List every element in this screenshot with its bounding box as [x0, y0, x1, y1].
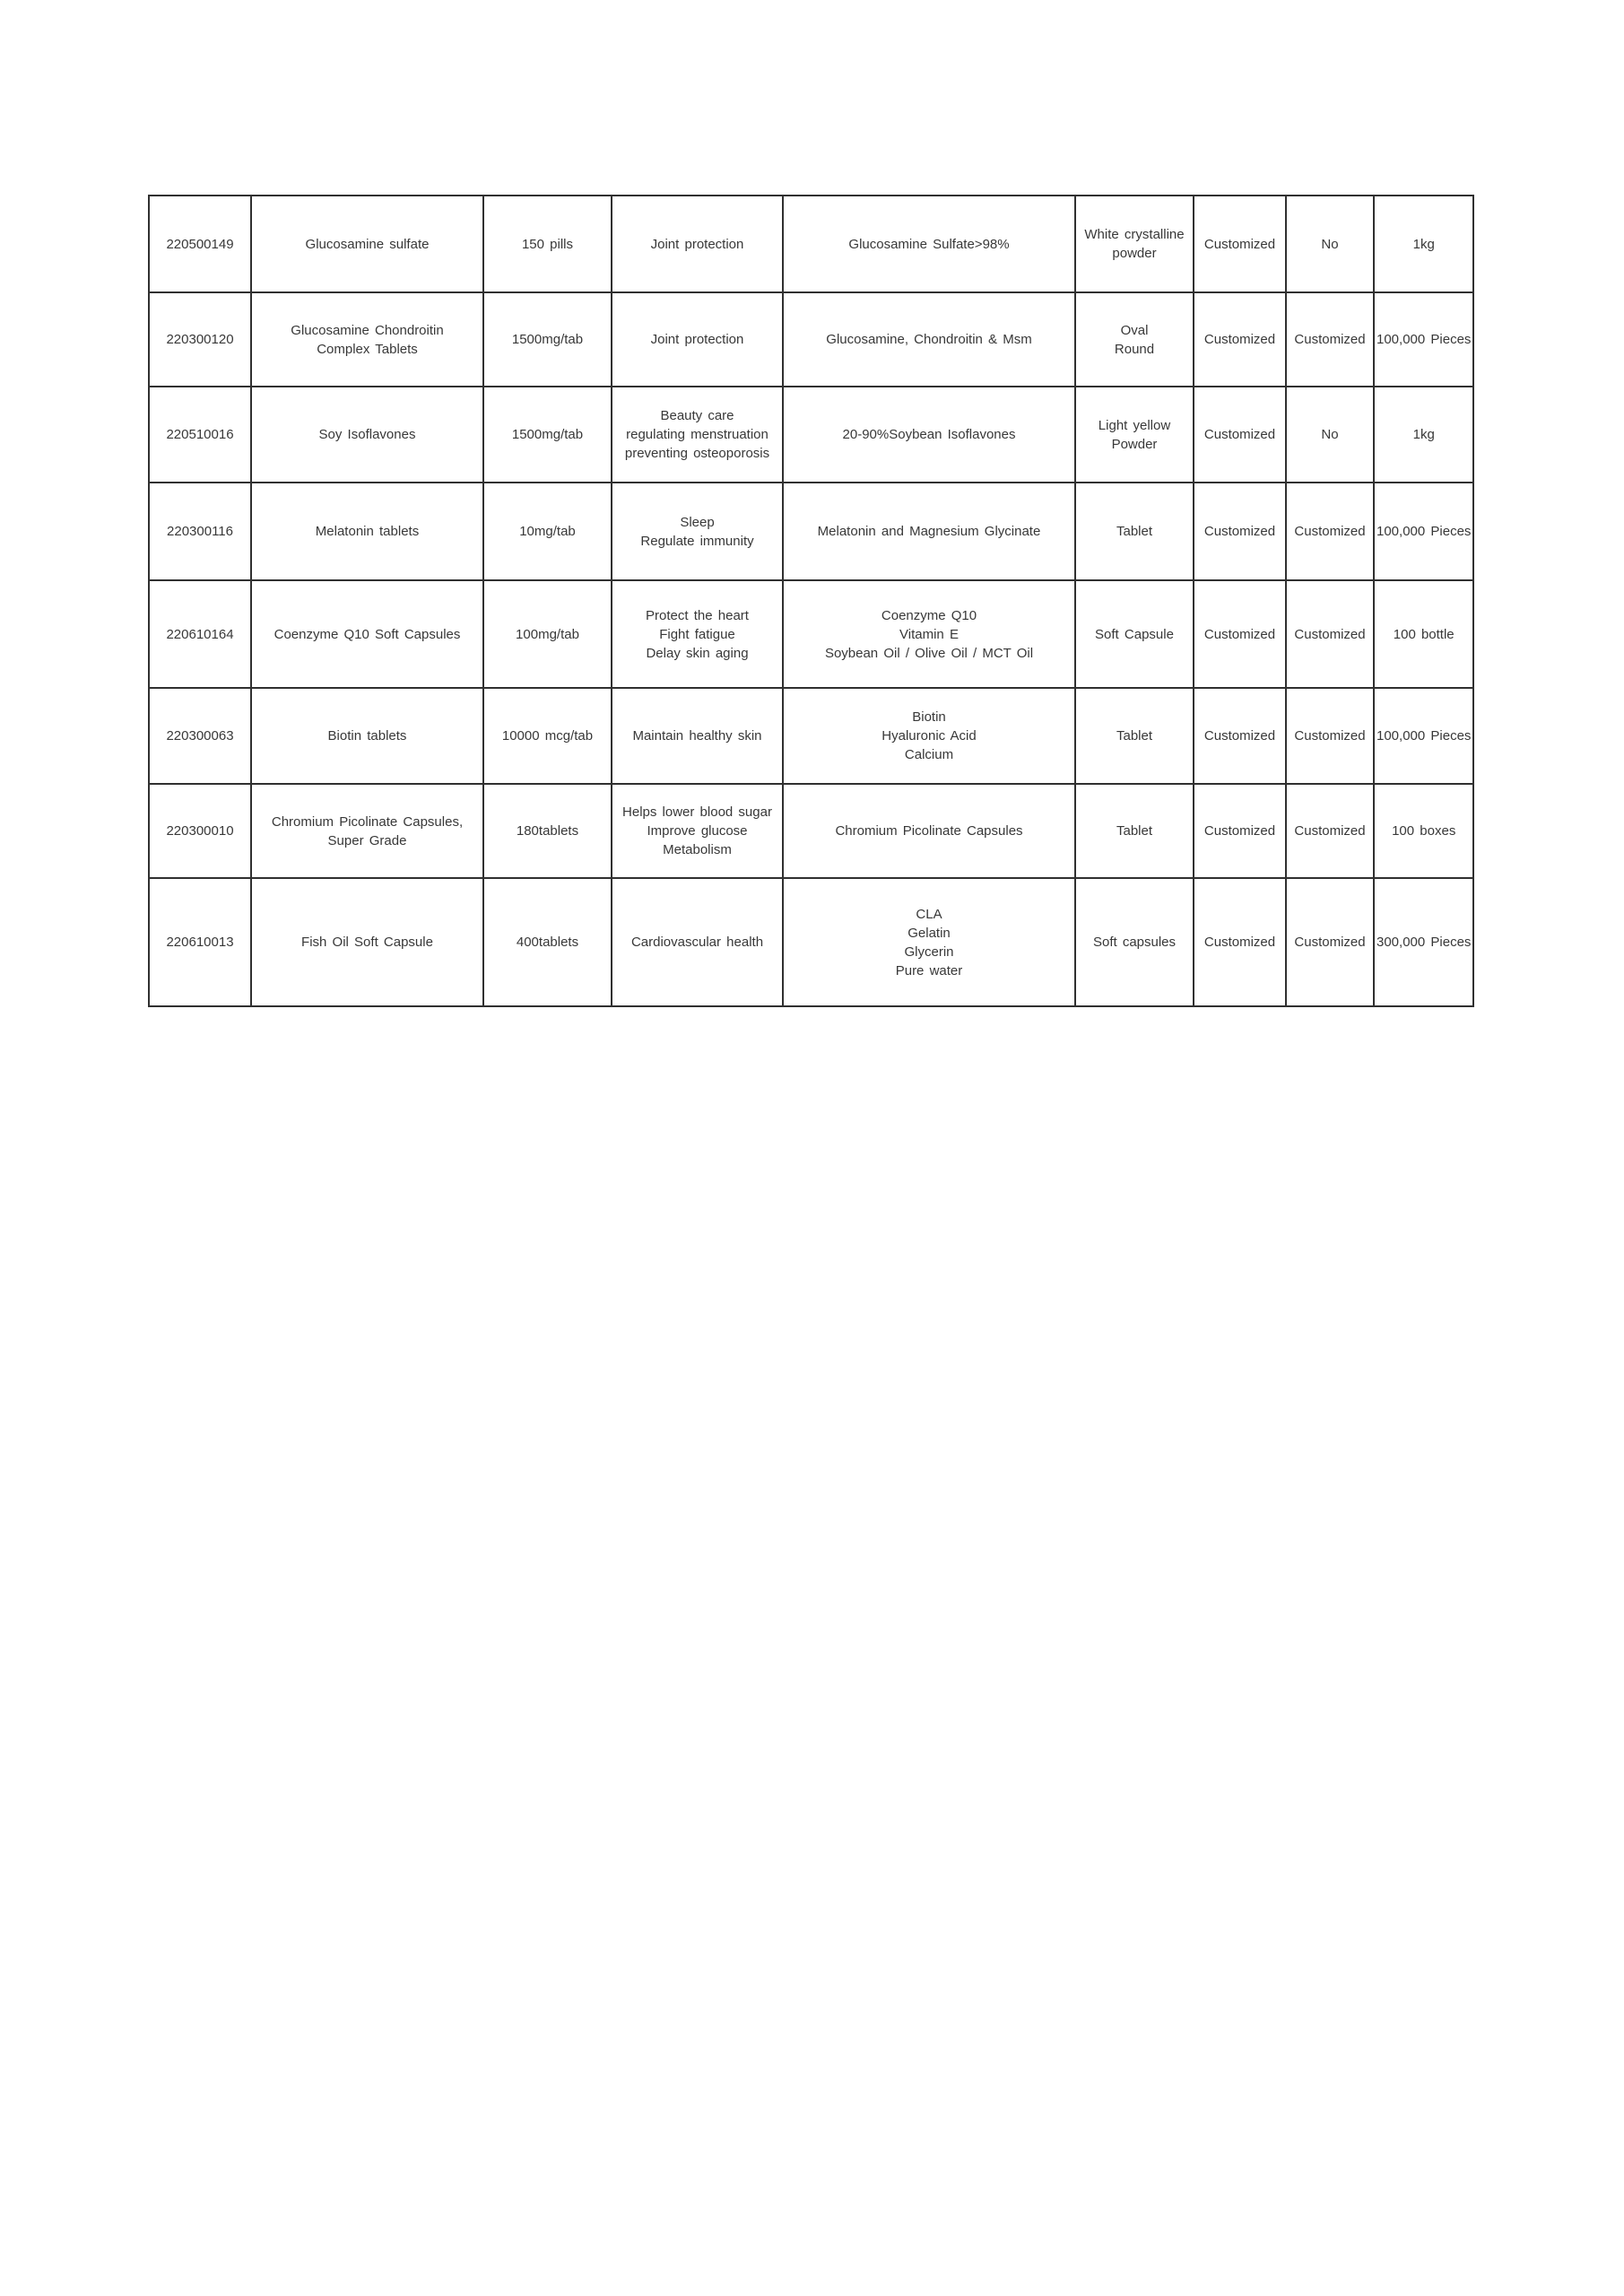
- table-cell: Customized: [1194, 688, 1286, 784]
- table-cell: Joint protection: [612, 292, 783, 387]
- table-row: [149, 292, 1473, 387]
- cell-line: Round: [1114, 341, 1155, 357]
- cell-line: Protect the heart: [646, 607, 749, 623]
- cell-line: Calcium: [904, 747, 954, 762]
- cell-line: Fight fatigue: [659, 626, 735, 642]
- cell-line: White crystalline: [1084, 227, 1185, 242]
- cell-line: Improve glucose: [647, 823, 748, 839]
- table-cell: Melatonin and Magnesium Glycinate: [783, 483, 1075, 580]
- table-cell: 400tablets: [483, 878, 612, 1006]
- table-cell: Joint protection: [612, 196, 783, 292]
- table-cell: Fish Oil Soft Capsule: [251, 878, 483, 1006]
- table-cell: Customized: [1286, 688, 1374, 784]
- table-cell: Customized: [1194, 580, 1286, 688]
- table-row: [149, 580, 1473, 688]
- table-cell: 100 bottle: [1374, 580, 1473, 688]
- table-cell: [1075, 387, 1194, 483]
- table-row: [149, 784, 1473, 878]
- table-cell: Glucosamine sulfate: [251, 196, 483, 292]
- cell-line: preventing osteoporosis: [624, 446, 770, 461]
- table-cell: 220610013: [149, 878, 251, 1006]
- cell-line: Biotin: [912, 709, 946, 725]
- table-cell: 1kg: [1374, 387, 1473, 483]
- table-cell: No: [1286, 196, 1374, 292]
- table-cell: 220300120: [149, 292, 251, 387]
- cell-line: CLA: [916, 906, 942, 922]
- table-cell: 20-90%Soybean Isoflavones: [783, 387, 1075, 483]
- table-cell: [612, 580, 783, 688]
- table-cell: 100,000 Pieces: [1374, 688, 1473, 784]
- table-cell: 100mg/tab: [483, 580, 612, 688]
- cell-line: Oval: [1120, 322, 1149, 338]
- table-cell: Soy Isoflavones: [251, 387, 483, 483]
- cell-line: Sleep: [680, 514, 715, 530]
- table-cell: [783, 580, 1075, 688]
- cell-line: Beauty care: [660, 408, 734, 423]
- table-cell: Tablet: [1075, 784, 1194, 878]
- table-row: [149, 878, 1473, 1006]
- table-cell: 10000 mcg/tab: [483, 688, 612, 784]
- cell-line: Complex Tablets: [317, 341, 418, 357]
- table-cell: 220500149: [149, 196, 251, 292]
- table-row: [149, 483, 1473, 580]
- table-cell: Soft capsules: [1075, 878, 1194, 1006]
- table-cell: [612, 784, 783, 878]
- table-cell: 180tablets: [483, 784, 612, 878]
- table-cell: Maintain healthy skin: [612, 688, 783, 784]
- table-cell: 100,000 Pieces: [1374, 292, 1473, 387]
- cell-line: Chromium Picolinate Capsules,: [271, 813, 464, 830]
- cell-line: Metabolism: [663, 842, 732, 857]
- table-cell: 1kg: [1374, 196, 1473, 292]
- table-cell: Chromium Picolinate Capsules: [783, 784, 1075, 878]
- cell-line: Powder: [1111, 436, 1158, 452]
- table-cell: Customized: [1194, 483, 1286, 580]
- table-cell: Customized: [1286, 784, 1374, 878]
- table-cell: [251, 784, 483, 878]
- table-cell: [1075, 292, 1194, 387]
- cell-line: Light yellow: [1098, 417, 1171, 433]
- table-cell: Customized: [1286, 878, 1374, 1006]
- product-table: [148, 195, 1474, 1007]
- table-cell: Tablet: [1075, 688, 1194, 784]
- table-cell: Tablet: [1075, 483, 1194, 580]
- table-cell: [783, 878, 1075, 1006]
- cell-line: Super Grade: [327, 832, 407, 848]
- table-cell: Biotin tablets: [251, 688, 483, 784]
- product-table-body: [149, 196, 1473, 1006]
- table-cell: [612, 483, 783, 580]
- table-cell: Customized: [1194, 878, 1286, 1006]
- cell-line: Glucosamine Chondroitin: [291, 322, 444, 338]
- table-cell: Customized: [1194, 784, 1286, 878]
- table-cell: [783, 688, 1075, 784]
- table-row: [149, 688, 1473, 784]
- table-cell: Customized: [1194, 292, 1286, 387]
- table-cell: 10mg/tab: [483, 483, 612, 580]
- cell-line: regulating menstruation: [626, 427, 769, 442]
- table-cell: Customized: [1286, 580, 1374, 688]
- table-cell: [1075, 196, 1194, 292]
- cell-line: Soybean Oil / Olive Oil / MCT Oil: [824, 645, 1034, 661]
- table-cell: 220510016: [149, 387, 251, 483]
- cell-line: powder: [1112, 246, 1157, 261]
- table-cell: Customized: [1286, 483, 1374, 580]
- table-cell: [612, 387, 783, 483]
- table-cell: Soft Capsule: [1075, 580, 1194, 688]
- table-cell: 1500mg/tab: [483, 292, 612, 387]
- table-cell: 220610164: [149, 580, 251, 688]
- table-cell: No: [1286, 387, 1374, 483]
- cell-line: Glycerin: [904, 944, 954, 960]
- table-cell: 220300063: [149, 688, 251, 784]
- table-cell: Coenzyme Q10 Soft Capsules: [251, 580, 483, 688]
- table-cell: 1500mg/tab: [483, 387, 612, 483]
- cell-line: Gelatin: [908, 925, 951, 941]
- table-cell: [251, 292, 483, 387]
- cell-line: Vitamin E: [899, 626, 959, 642]
- table-cell: Glucosamine, Chondroitin & Msm: [783, 292, 1075, 387]
- cell-line: Regulate immunity: [640, 533, 754, 549]
- table-cell: 220300116: [149, 483, 251, 580]
- cell-line: Delay skin aging: [646, 645, 749, 661]
- cell-line: Hyaluronic Acid: [881, 728, 977, 744]
- table-cell: Cardiovascular health: [612, 878, 783, 1006]
- table-cell: 220300010: [149, 784, 251, 878]
- cell-line: Pure water: [895, 962, 963, 978]
- table-cell: 300,000 Pieces: [1374, 878, 1473, 1006]
- table-cell: 100 boxes: [1374, 784, 1473, 878]
- table-cell: Glucosamine Sulfate>98%: [783, 196, 1075, 292]
- table-cell: Melatonin tablets: [251, 483, 483, 580]
- table-row: [149, 196, 1473, 292]
- table-cell: Customized: [1194, 387, 1286, 483]
- cell-line: Coenzyme Q10: [881, 607, 977, 623]
- table-cell: Customized: [1194, 196, 1286, 292]
- cell-line: Helps lower blood sugar: [622, 804, 772, 820]
- table-cell: 150 pills: [483, 196, 612, 292]
- table-cell: Customized: [1286, 292, 1374, 387]
- table-row: [149, 387, 1473, 483]
- table-cell: 100,000 Pieces: [1374, 483, 1473, 580]
